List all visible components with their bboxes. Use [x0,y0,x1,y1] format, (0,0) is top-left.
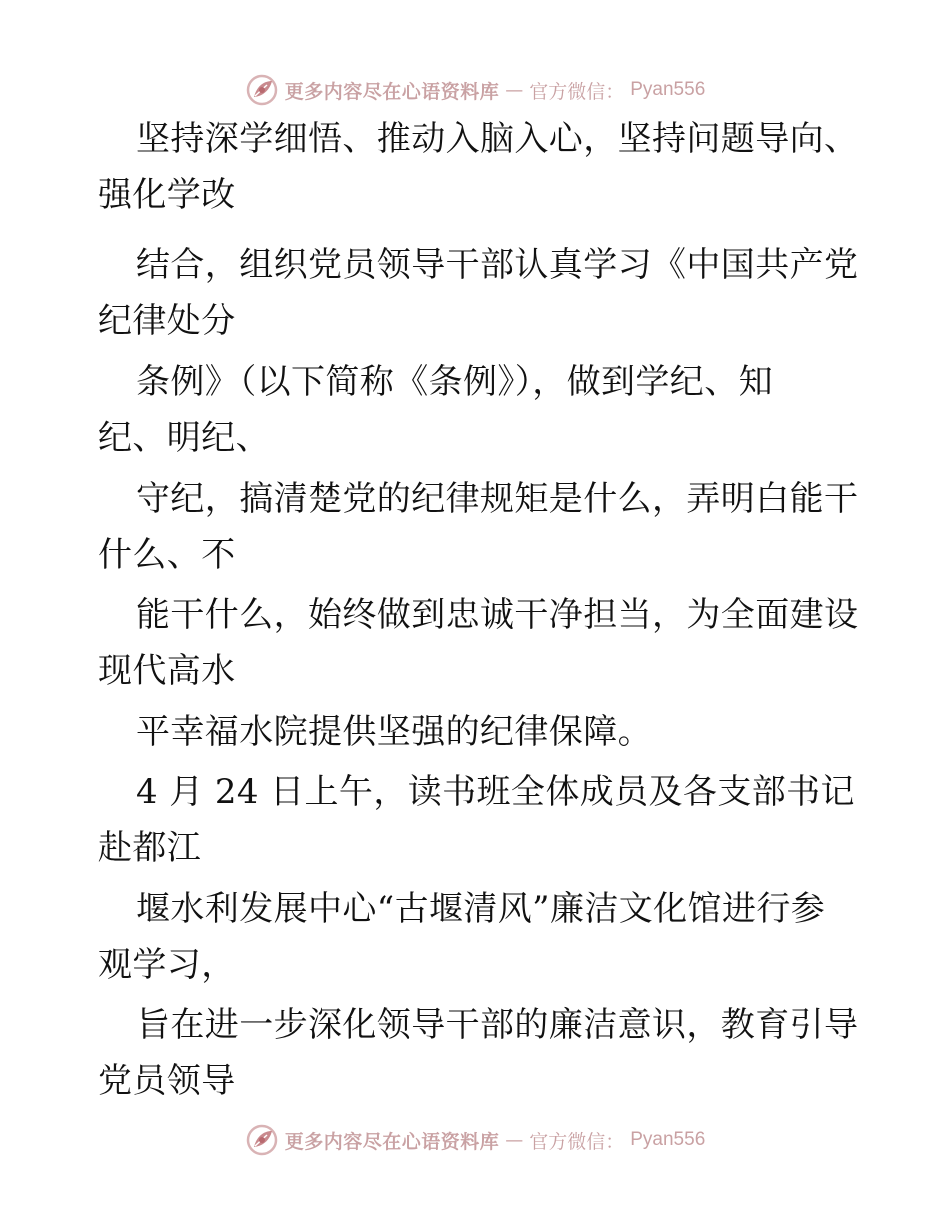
text-line: 现代高水 [98,651,236,691]
text-line: 纪、明纪、 [98,418,270,458]
text-line: 4 月 24 日上午，读书班全体成员及各支部书记 [136,772,855,812]
header-banner [245,73,706,107]
leaf-emblem-icon [245,73,279,107]
text-line: 守纪，搞清楚党的纪律规矩是什么，弄明白能干 [136,479,859,519]
text-line: 观学习， [98,945,236,985]
footer-banner-text: 更多内容尽在心语资料库 [284,1130,500,1153]
header-banner-dash: — [505,79,524,101]
header-wechat-id: Pyan556 [630,79,706,100]
footer-wechat-id: Pyan556 [630,1129,706,1150]
footer-banner-dash: — [505,1129,524,1151]
footer-banner [245,1123,706,1157]
text-line: 什么、不 [98,535,236,575]
text-line: 平幸福水院提供坚强的纪律保障。 [136,712,652,752]
text-line: 党员领导 [98,1061,236,1101]
text-line: 赴都江 [98,828,202,868]
text-line: 能干什么，始终做到忠诚干净担当，为全面建设 [136,595,859,635]
text-line: 纪律处分 [98,301,236,341]
text-line: 结合，组织党员领导干部认真学习《中国共产党 [136,245,859,285]
header-wechat-label: 官方微信： [529,80,625,103]
text-line: 条例》（以下简称《条例》），做到学纪、知 [136,362,773,402]
leaf-emblem-icon [245,1123,279,1157]
text-line: 强化学改 [98,175,236,215]
page-footer [0,1120,950,1160]
text-line: 旨在进一步深化领导干部的廉洁意识，教育引导 [136,1005,859,1045]
text-line: 坚持深学细悟、推动入脑入心，坚持问题导向、 [136,119,859,159]
text-line: 堰水利发展中心“古堰清风”廉洁文化馆进行参 [136,889,826,929]
page-header [0,70,950,110]
header-banner-text: 更多内容尽在心语资料库 [284,80,500,103]
footer-wechat-label: 官方微信： [529,1130,625,1153]
